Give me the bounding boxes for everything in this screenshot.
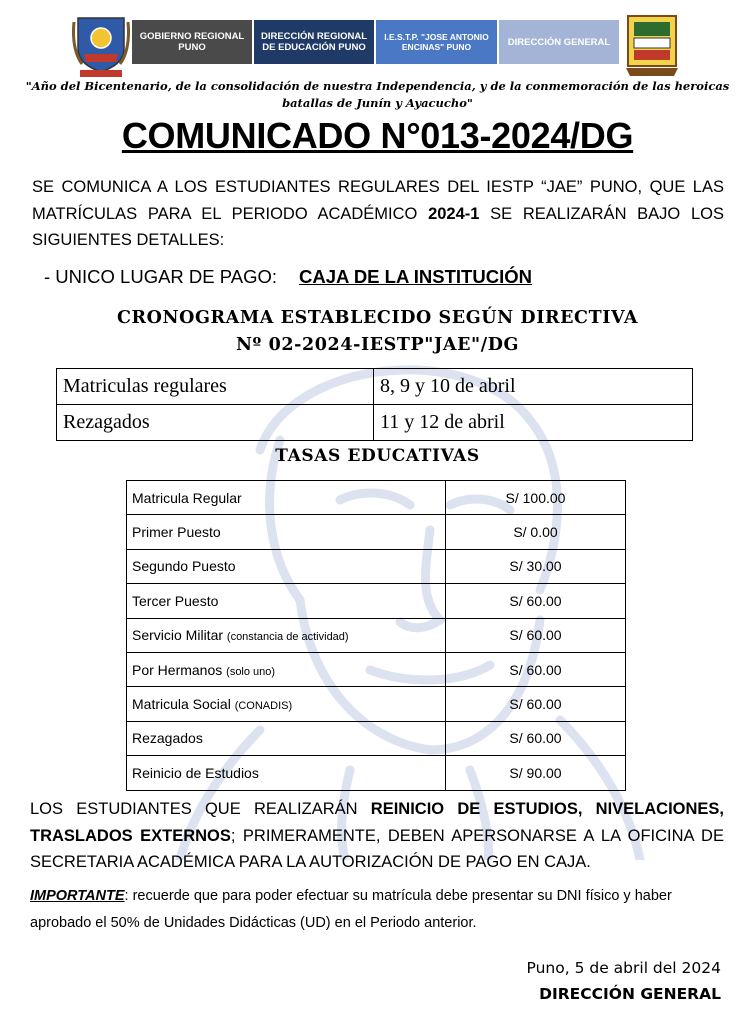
page-title: COMUNICADO N°013-2024/DG (121, 115, 634, 156)
payment-label: - UNICO LUGAR DE PAGO: (44, 266, 277, 287)
schedule-label: Rezagados (57, 405, 374, 441)
table-row (57, 405, 693, 441)
fee-concept-name: Matricula Regular (132, 489, 242, 506)
table-row (127, 549, 626, 583)
table-row (127, 481, 626, 515)
schedule-heading-line2: Nº 02-2024-IESTP"JAE"/DG (235, 335, 520, 355)
fee-concept-name: Segundo Puesto (132, 558, 236, 575)
fee-amount: S/ 60.00 (446, 652, 626, 686)
notice-text-end: ; PRIMERAMENTE, DEBEN APERSONARSE A LA OFICINA DE SECRETARIA ACADÉMICA PARA LA AUTORIZACIÓN DE PAGO EN CAJA. (30, 826, 724, 871)
table-row (127, 618, 626, 652)
fee-amount: S/ 30.00 (446, 549, 626, 583)
fees-heading: TASAS EDUCATIVAS (275, 446, 480, 466)
fee-concept-name: Servicio Militar (132, 627, 227, 644)
fee-concept-name: Por Hermanos (132, 661, 227, 678)
signature-office: DIRECCIÓN GENERAL (539, 985, 721, 1003)
letterhead (0, 8, 755, 82)
fee-amount: S/ 0.00 (446, 515, 626, 549)
intro-text-start: SE COMUNICA A LOS ESTUDIANTES REGULARES DEL IESTP “JAE” PUNO, QUE LAS MATRÍCULAS PARA EL PERIODO ACADÉMICO (32, 178, 724, 223)
table-row (127, 687, 626, 721)
banner-iestp: I.E.S.T.P. "JOSE ANTONIO ENCINAS" PUNO (376, 20, 497, 64)
banner-direccion-regional: DIRECCIÓN REGIONAL DE EDUCACIÓN PUNO (254, 20, 374, 64)
fee-concept (127, 687, 446, 721)
fee-concept (127, 756, 446, 790)
fee-amount: S/ 100.00 (446, 481, 626, 515)
schedule-heading-line1: CRONOGRAMA ESTABLECIDO SEGÚN DIRECTIVA (117, 308, 638, 328)
puno-region-emblem-icon (72, 12, 130, 78)
schedule-dates: 11 y 12 de abril (374, 405, 693, 441)
institution-crest-icon (624, 12, 680, 78)
notice-paragraph (30, 796, 724, 876)
fee-concept (127, 549, 446, 583)
fee-concept-note: (solo uno) (226, 665, 276, 678)
table-row (127, 652, 626, 686)
year-motto: "Año del Bicentenario, de la consolidación de nuestra Independencia, y de la conmemoración de las heroicas batallas de Junín y Ayacucho" (25, 79, 730, 110)
fee-concept-name: Tercer Puesto (132, 592, 219, 609)
important-label: IMPORTANTE (30, 888, 125, 904)
table-row (127, 756, 626, 790)
fee-concept (127, 481, 446, 515)
notice-text-start: LOS ESTUDIANTES QUE REALIZARÁN (30, 800, 371, 818)
fees-table (126, 480, 626, 791)
banner-gobierno-regional: GOBIERNO REGIONAL PUNO (132, 20, 252, 64)
table-row (127, 515, 626, 549)
fee-concept (127, 618, 446, 652)
academic-period: 2024-1 (428, 204, 480, 223)
intro-paragraph (32, 174, 724, 254)
fee-concept-name: Primer Puesto (132, 524, 221, 541)
schedule-label: Matriculas regulares (57, 369, 374, 405)
important-text: : recuerde que para poder efectuar su matrícula debe presentar su DNI físico y haber aprobado el 50% de Unidades Didácticas (UD) en el Periodo anterior. (30, 888, 672, 931)
fee-amount: S/ 60.00 (446, 618, 626, 652)
payment-location (44, 266, 694, 288)
fee-concept-name: Matricula Social (132, 696, 235, 713)
banner-direccion-general: DIRECCIÓN GENERAL (499, 20, 619, 64)
fee-amount: S/ 60.00 (446, 687, 626, 721)
table-row (57, 369, 693, 405)
fee-concept-note: (constancia de actividad) (226, 631, 349, 644)
payment-place: CAJA DE LA INSTITUCIÓN (299, 266, 532, 287)
fee-concept (127, 721, 446, 755)
table-row (127, 584, 626, 618)
fee-amount: S/ 90.00 (446, 756, 626, 790)
important-paragraph (30, 883, 724, 936)
fee-concept-name: Rezagados (132, 730, 203, 747)
fee-concept (127, 652, 446, 686)
intro-text-end: SE REALIZARÁN BAJO LOS SIGUIENTES DETALLES: (32, 204, 724, 249)
schedule-dates: 8, 9 y 10 de abril (374, 369, 693, 405)
schedule-table (56, 368, 693, 441)
table-row (127, 721, 626, 755)
fee-concept-note: (CONADIS) (234, 700, 293, 713)
schedule-heading (0, 305, 755, 359)
place-date: Puno, 5 de abril del 2024 (526, 959, 721, 977)
fee-concept-name: Reinicio de Estudios (132, 764, 259, 781)
notice-procedures: REINICIO DE ESTUDIOS, NIVELACIONES, TRASLADOS EXTERNOS (30, 800, 725, 845)
fee-amount: S/ 60.00 (446, 584, 626, 618)
fee-amount: S/ 60.00 (446, 721, 626, 755)
fee-concept (127, 515, 446, 549)
fee-concept (127, 584, 446, 618)
closing-block (527, 955, 721, 1007)
